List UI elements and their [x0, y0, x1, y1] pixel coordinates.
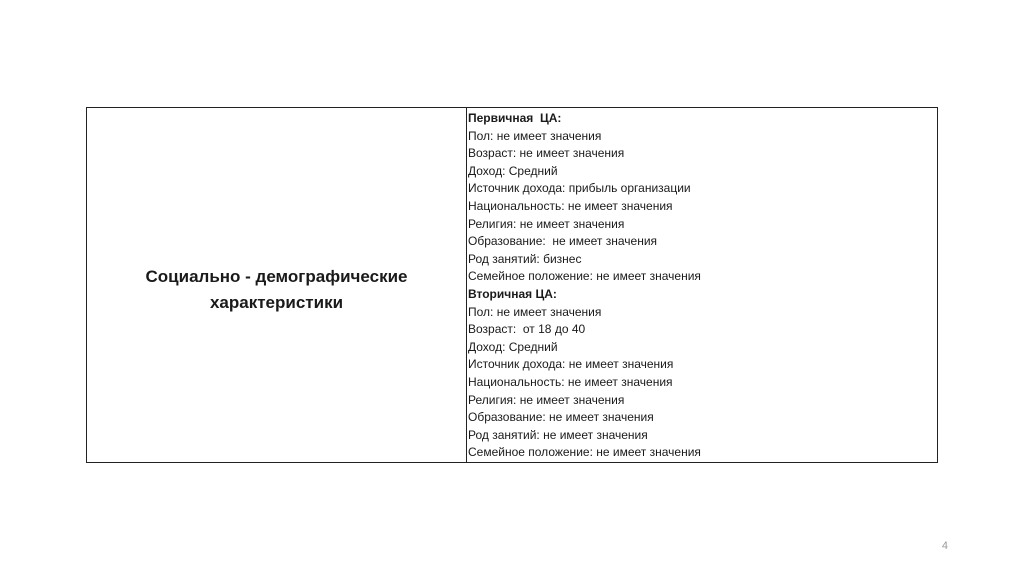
- table-left-cell: [87, 108, 467, 462]
- attribute-line: Религия: не имеет значения: [468, 216, 625, 231]
- attribute-line: Национальность: не имеет значения: [468, 198, 673, 213]
- page-number: 4: [941, 540, 948, 552]
- attribute-line: Доход: Средний: [468, 339, 558, 354]
- attribute-line: Род занятий: бизнес: [468, 251, 582, 266]
- attribute-line: Возраст: от 18 до 40: [468, 322, 586, 337]
- attribute-line: Образование: не имеет значения: [468, 234, 658, 249]
- attribute-line: Национальность: не имеет значения: [468, 374, 673, 389]
- attribute-line: Образование: не имеет значения: [468, 410, 654, 425]
- table-right-cell: [467, 108, 937, 462]
- section-title-line-1: Социально - демографические: [145, 267, 408, 286]
- section-title-line-2: характеристики: [209, 293, 344, 312]
- audience-heading: Вторичная ЦА:: [468, 286, 557, 301]
- attribute-line: Источник дохода: прибыль организации: [468, 181, 691, 196]
- audience-heading: Первичная ЦА:: [468, 111, 562, 125]
- attribute-line: Род занятий: не имеет значения: [468, 427, 648, 442]
- attribute-line: Возраст: не имеет значения: [468, 146, 625, 161]
- attribute-line: Доход: Средний: [468, 163, 558, 178]
- attribute-line: Пол: не имеет значения: [468, 304, 602, 319]
- attribute-line: Семейное положение: не имеет значения: [468, 445, 701, 460]
- attribute-line: Пол: не имеет значения: [468, 128, 602, 143]
- attribute-line: Семейное положение: не имеет значения: [468, 269, 701, 284]
- attribute-line: Источник дохода: не имеет значения: [468, 357, 674, 372]
- section-title: [146, 254, 408, 316]
- attribute-line: Религия: не имеет значения: [468, 392, 625, 407]
- characteristics-table: [86, 107, 938, 463]
